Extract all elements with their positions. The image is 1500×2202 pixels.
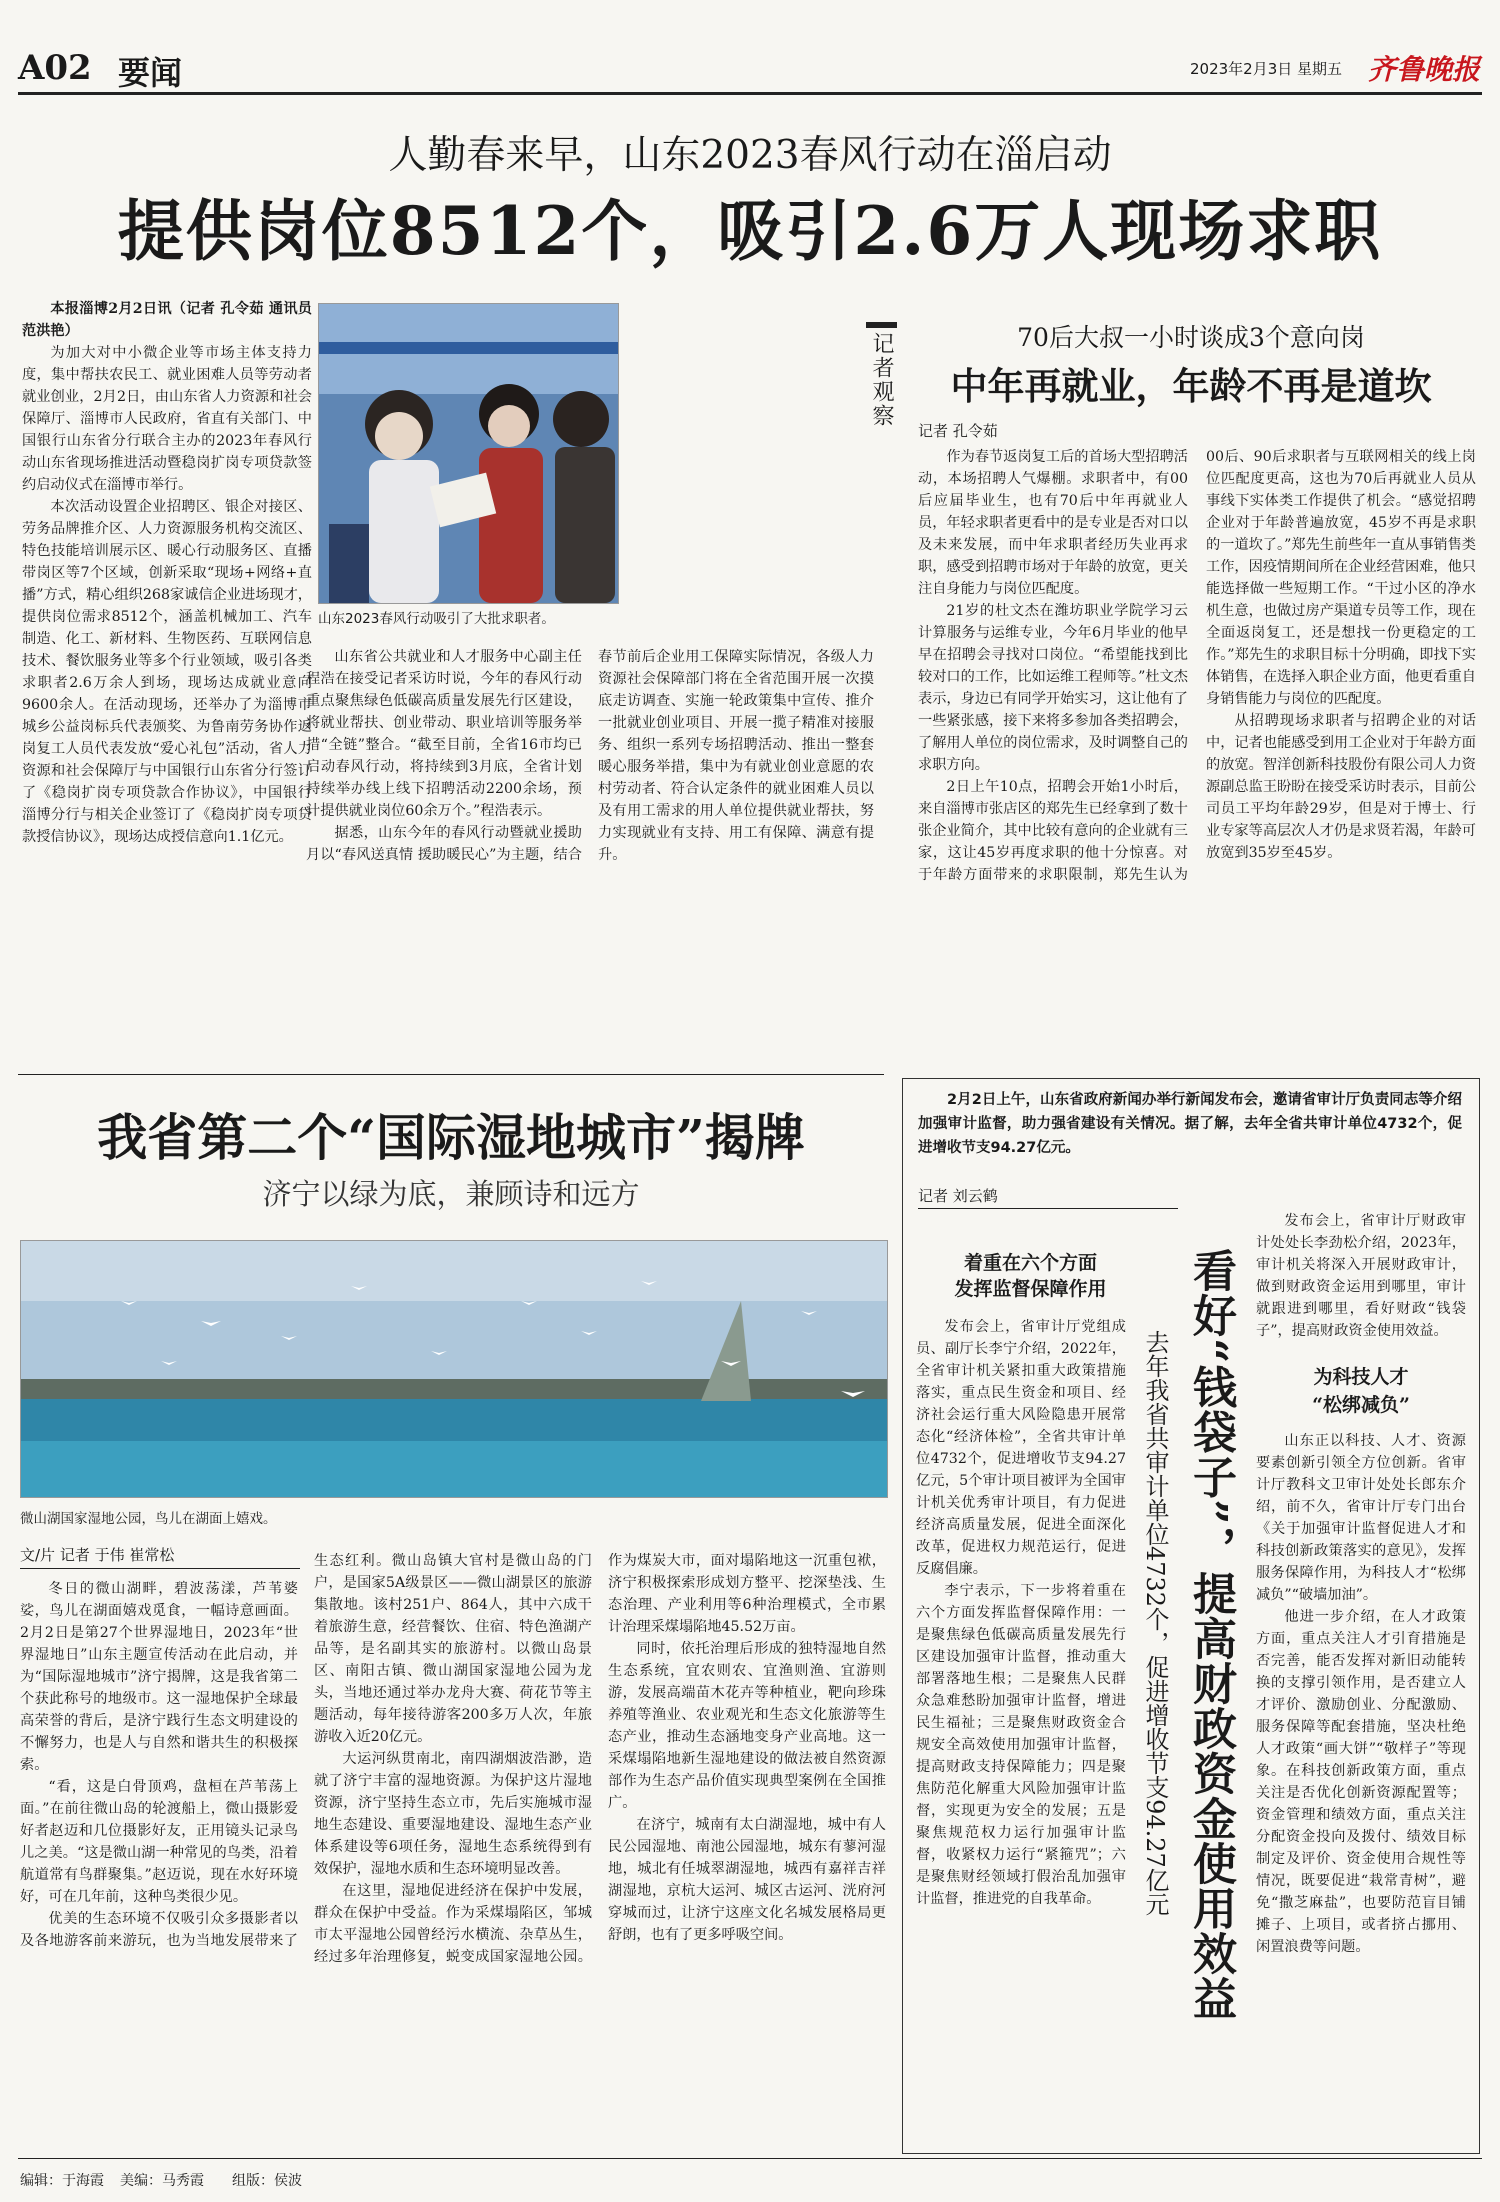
issue-date: 2023年2月3日 — [1190, 60, 1293, 78]
story3-paragraph: 优美的生态环境不仅吸引众多摄影者以及各地游客前来游玩，也为当地发展带来了生态红利。微山岛镇大官村是微山岛的门户，是国家5A级景区——微山湖景区的旅游集散地。该村251户、864人，其中六成干着旅游生意，经营餐饮、住宿、特色渔湖产品等，是名副其实的旅游村。以微山岛景区、南阳古镇、微山湖国家湿地公园为龙头，当地还通过举办龙舟大赛、荷花节等主题活动，每年接待游客200多万人次，年旅游收入近20亿元。 — [20, 1553, 592, 1949]
story2-paragraph: 作为春节返岗复工后的首场大型招聘活动，本场招聘人气爆棚。求职者中，有00后应届毕业生，也有70后中年再就业人员，年轻求职者更看中的是专业是否对口以及未来发展，而中年求职者经历失业再求职，感受到招聘市场对于年龄的放宽，更关注自身能力与岗位匹配度。 — [918, 449, 1188, 597]
newspaper-logo: 齐鲁晚报 — [1368, 53, 1481, 86]
story1-kicker: 人勤春来早，山东2023春风行动在淄启动 — [388, 133, 1112, 178]
footer-designer: 美编：马秀霞 — [120, 2173, 204, 2189]
story4-section1-body — [916, 1316, 1126, 2158]
story3-paragraph: 大运河纵贯南北，南四湖烟波浩渺，造就了济宁丰富的湿地资源。为保护这片湿地资源，济宁坚持生态立市，先后实施城市湿地生态建设、重要湿地建设、湿地生态产业体系建设等6项任务，湿地生态系统得到有效保护，湿地水质和生态环境明显改善。 — [314, 1751, 592, 1877]
issue-weekday: 星期五 — [1297, 60, 1343, 78]
section1-title-line2: 发挥监督保障作用 — [954, 1278, 1107, 1300]
story4-section2-body — [1256, 1430, 1466, 2156]
story3-headline: 我省第二个“国际湿地城市”揭牌 — [97, 1108, 805, 1167]
footer-editor: 编辑：于海霞 — [20, 2173, 104, 2189]
story4-paragraph: 他进一步介绍，在人才政策方面，重点关注人才引育措施是否完善，能否发挥对新旧动能转换的支撑引领作用，是否建立人才评价、激励创业、分配激励、服务保障等配套措施，坚决杜绝人才政策“画大饼”“敬样子”等现象。在科技创新政策方面，重点关注是否优化创新资源配置等；资金管理和绩效方面，重点关注分配资金投向及拨付、绩效目标制定及评价、资金使用合规性等情况，既要促进“栽常青树”，避免“撒芝麻盐”，也要防范盲目铺摊子、上项目，或者挤占挪用、闲置浪费等问题。 — [1256, 1609, 1466, 1955]
story1-paragraph: 本次活动设置企业招聘区、银企对接区、劳务品牌推介区、人力资源服务机构交流区、特色技能培训展示区、暖心行动服务区、直播带岗区等7个区域，创新采取“现场+网络+直播”方式，精心组织268家诚信企业进场现才，提供岗位需求8512个，涵盖机械加工、汽车制造、化工、新材料、生物医药、互联网信息技术、餐饮服务业等多个行业领域，吸引各类求职者2.6万余人到场，现场达成就业意向9600余人。在活动现场，还举办了为淄博市城乡公益岗标兵代表颁奖、为鲁南劳务协作返岗复工人员代表发放“爱心礼包”活动，省人力资源和社会保障厅与中国银行山东省分行签订了《稳岗扩岗专项贷款合作协议》，中国银行淄博分行与相关企业签订了《稳岗扩岗专项贷款授信协议》，现场达成授信意向1.1亿元。 — [22, 499, 312, 845]
story4-paragraph: 发布会上，省审计厅党组成员、副厅长李宁介绍，2022年，全省审计机关紧扣重大政策措施落实，重点民生资金和项目、经济社会运行重大风险隐患开展常态化“经济体检”，全省共审计单位4732个，促进增收节支94.27亿元，5个审计项目被评为全国审计机关优秀审计项目，有力促进经济高质量发展，促进全面深化改革，促进权力规范运行，促进反腐倡廉。 — [916, 1319, 1126, 1577]
story1-headline: 提供岗位8512个，吸引2.6万人现场求职 — [117, 192, 1383, 270]
story3-paragraph: 冬日的微山湖畔，碧波荡漾，芦苇婆娑，鸟儿在湖面嬉戏觅食，一幅诗意画面。2月2日是第27个世界湿地日，2023年“世界湿地日”山东主题宣传活动在此启动，并为“国际湿地城市”济宁揭牌，这是我省第二个获此称号的地级市。这一湿地保护全球最高荣誉的背后，是济宁践行生态文明建设的不懈努力，也是人与自然和谐共生的积极探索。 — [20, 1581, 298, 1773]
section2-title-line2: “松绑减负” — [1312, 1394, 1410, 1416]
story2-side-label: 记者观察 — [866, 322, 897, 428]
story3-body — [20, 1550, 886, 2120]
story4-section1-tail — [1256, 1210, 1466, 1350]
footer-layout: 组版：侯波 — [232, 2173, 302, 2189]
byline-rule — [918, 1208, 1178, 1209]
story3-photo — [20, 1240, 888, 1498]
story3-paragraph: 在这里，湿地促进经济在保护中发展，群众在保护中受益。作为采煤塌陷区，邹城市太平湿地公园曾经污水横流、杂草丛生，经过多年治理修复，蜕变成国家湿地公园。作为煤炭大市，面对塌陷地这一沉重包袱，济宁积极探索形成划方整平、挖深垫浅、生态治理、产业利用等6种治理模式，全市累计治理采煤塌陷地45.52万亩。 — [314, 1553, 886, 1965]
story1-photo — [318, 303, 619, 604]
story4-paragraph: 发布会上，省审计厅财政审计处处长李劲松介绍，2023年，审计机关将深入开展财政审计，做到财政资金运用到哪里，审计就跟进到哪里，看好财政“钱袋子”，提高财政资金使用效益。 — [1256, 1213, 1466, 1339]
story4-subhead: 去年我省共审计单位4732个，促进增收节支94.27亿元 — [1141, 1330, 1169, 1916]
story1-body-lower — [306, 646, 874, 1026]
section-name: 要闻 — [118, 54, 183, 92]
section2-title-line1: 为科技人才 — [1313, 1366, 1409, 1388]
story2-byline: 记者 孔令茹 — [918, 422, 998, 440]
story1-body — [22, 298, 312, 848]
story3-paragraph: 在济宁，城南有太白湖湿地，城中有人民公园湿地、南池公园湿地，城东有蓼河湿地，城北有任城翠湖湿地，城西有嘉祥吉祥湖湿地，京杭大运河、城区古运河、洸府河穿城而过，让济宁这座文化名城发展格局更舒朗，也有了更多呼吸空间。 — [608, 1817, 886, 1943]
section1-title-line1: 着重在六个方面 — [963, 1252, 1097, 1274]
story4-paragraph: 李宁表示，下一步将着重在六个方面发挥监督保障作用：一是聚焦绿色低碳高质量发展先行区建设加强审计监督，推动重大部署落地生根；二是聚焦人民群众急难愁盼加强审计监督，增进民生福祉；三是聚焦财政资金合规安全高效使用加强审计监督，提高财政支持保障能力；四是聚焦防范化解重大风险加强审计监督，实现更为安全的发展；五是聚焦规范权力运行加强审计监督，收紧权力运行“紧箍咒”；六是聚焦财经领域打假治乱加强审计监督，推进党的自我革命。 — [916, 1583, 1126, 1907]
story3-photo-caption: 微山湖国家湿地公园，鸟儿在湖面上嬉戏。 — [20, 1511, 277, 1527]
story2-headline: 中年再就业，年龄不再是道坎 — [950, 364, 1432, 408]
story2-paragraph: 从招聘现场求职者与招聘企业的对话中，记者也能感受到用工企业对于年龄方面的放宽。智洋创新科技股份有限公司人力资源副总监王盼盼在接受采访时表示，目前公司员工平均年龄29岁，但是对于博士、行业专家等高层次人才仍是求贤若渴，年龄可放宽到35岁至45岁。 — [1206, 713, 1476, 861]
story3-byline: 文/片 记者 于伟 崔常松 — [20, 1546, 175, 1564]
story2-kicker: 70后大叔一小时谈成3个意向岗 — [1017, 323, 1365, 352]
story1-paragraph: 为加大对中小微企业等市场主体支持力度，集中帮扶农民工、就业困难人员等劳动者就业创业，2月2日，由山东省人力资源和社会保障厅、淄博市人民政府，省直有关部门、中国银行山东省分行联合主办的2023年春风行动山东省现场推进活动暨稳岗扩岗专项贷款签约启动仪式在淄博市举行。 — [22, 345, 312, 493]
story4-intro: 2月2日上午，山东省政府新闻办举行新闻发布会，邀请省审计厅负责同志等介绍加强审计监督，助力强省建设有关情况。据了解，去年全省共审计单位4732个，促进增收节支94.27亿元。 — [918, 1092, 1462, 1156]
story1-paragraph: 山东省公共就业和人才服务中心副主任程浩在接受记者采访时说，今年的春风行动重点聚焦绿色低碳高质量发展先行区建设，将就业帮扶、创业带动、职业培训等服务举措“全链”整合。“截至目前，全省16市均已启动春风行动，将持续到3月底，全省计划持续举办线上线下招聘活动2200余场，预计提供就业岗位60余万个。”程浩表示。 — [306, 649, 582, 819]
footer-rule — [18, 2158, 1482, 2159]
story1-lead: 本报淄博2月2日讯（记者 孔令茹 通讯员 范洪艳） — [22, 301, 312, 339]
story2-body — [918, 446, 1476, 1102]
story3-subhead: 济宁以绿为底，兼顾诗和远方 — [262, 1177, 640, 1211]
story4-byline: 记者 刘云鹤 — [918, 1187, 998, 1205]
story4-paragraph: 山东正以科技、人才、资源要素创新引领全方位创新。省审计厅教科文卫审计处处长郎东介绍，前不久，省审计厅专门出台《关于加强审计监督促进人才和科技创新政策落实的意见》，发挥服务保障作用，为科技人才“松绑减负”“破墙加油”。 — [1256, 1433, 1466, 1603]
story1-photo-caption: 山东2023春风行动吸引了大批求职者。 — [318, 611, 555, 627]
page-number: A02 — [18, 48, 92, 88]
section-divider — [18, 1074, 884, 1075]
story3-paragraph: 同时，依托治理后形成的独特湿地自然生态系统，宜农则农、宜渔则渔、宜游则游，发展高端苗木花卉等种植业，靶向珍珠养殖等渔业、农业观光和生态文化旅游等生态产业，推动生态涵地变身产业高地。这一采煤塌陷地新生湿地建设的做法被自然资源部作为生态产品价值实现典型案例在全国推广。 — [608, 1641, 886, 1811]
story2-paragraph: 2日上午10点，招聘会开始1小时后，来自淄博市张店区的郑先生已经拿到了数十张企业简介，其中比较有意向的企业就有三家，这让45岁再度求职的他十分惊喜。对于年龄方面带来的求职限制，郑先生认为00后、90后求职者与互联网相关的线上岗位匹配度更高，这也为70后再就业人员从事线下实体类工作提供了机会。“感觉招聘企业对于年龄普遍放宽，45岁不再是求职的一道坎了。”郑先生前些年一直从事销售类工作，因疫情期间所在企业经营困难，他只能选择做一些短期工作。“干过小区的净水机生意，也做过房产渠道专员等工作，现在全面返岗复工，还是想找一份更稳定的工作。”郑先生的求职目标十分明确，即找下实体销售，在选择入职企业方面，他更看重自身销售能力与岗位的匹配度。 — [918, 449, 1476, 883]
story2-paragraph: 21岁的杜文杰在潍坊职业学院学习云计算服务与运维专业，今年6月毕业的他早早在招聘会寻找对口岗位。“希望能找到比较对口的工作，比如运维工程师等。”杜文杰表示，身边已有同学开始实习，这让他有了一些紧张感，接下来将多参加各类招聘会，了解用人单位的岗位需求，及时调整自己的求职方向。 — [918, 603, 1188, 773]
story1-paragraph: 据悉，山东今年的春风行动暨就业援助月以“春风送真情 援助暖民心”为主题，结合春节前后企业用工保障实际情况，各级人力资源社会保障部门将在全省范围开展一次摸底走访调查、实施一轮政策集中宣传、推介一批就业创业项目、开展一揽子精准对接服务、组织一系列专场招聘活动、推出一整套暖心服务举措，集中为有就业创业意愿的农村劳动者、符合认定条件的就业困难人员以及有用工需求的用人单位提供就业帮扶，努力实现就业有支持、用工有保障、满意有提升。 — [306, 649, 874, 863]
story3-paragraph: “看，这是白骨顶鸡，盘桓在芦苇荡上面。”在前往微山岛的轮渡船上，微山摄影爱好者赵迈和几位摄影好友，正用镜头记录鸟儿之美。“这是微山湖一种常见的鸟类，沿着航道常有鸟群聚集。”赵迈说，现在水好环境好，可在几年前，这种鸟类很少见。 — [20, 1779, 298, 1905]
masthead-rule — [18, 92, 1482, 95]
story4-headline: 看好“钱袋子”，提高财政资金使用效益 — [1185, 1248, 1236, 2021]
